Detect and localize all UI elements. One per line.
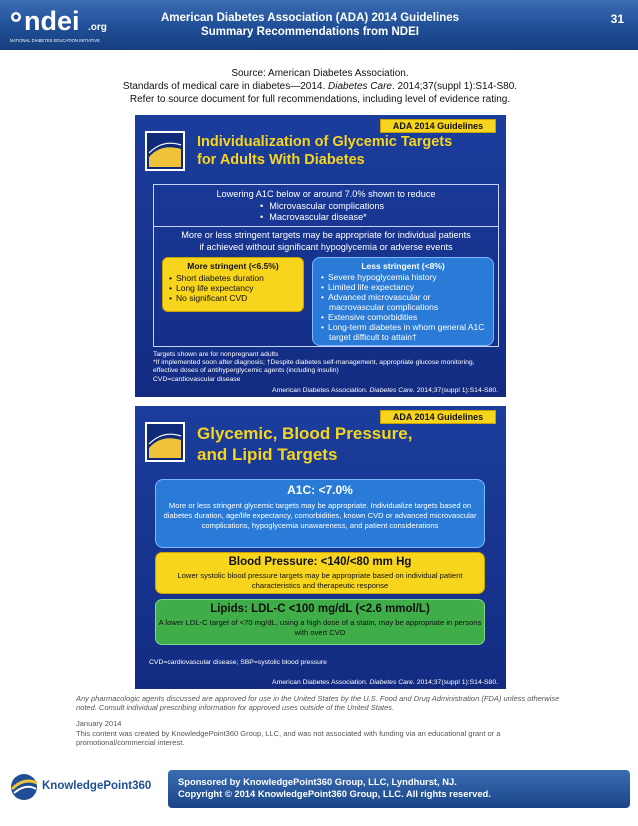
list-item: • Severe hypoglycemia history bbox=[321, 272, 485, 282]
a1c-target-body: More or less stringent glycemic targets may be appropriate. Individualize targets based on diabetes duration, age/life expectancy, comorbidities, known CVD or advanced microvascular complications, hypoglycemia unawareness, and patient considerations bbox=[163, 501, 477, 530]
footnote-line3: CVD=cardiovascular disease bbox=[153, 375, 241, 383]
stringent-note bbox=[154, 230, 498, 253]
ndei-logo-text: ndei bbox=[24, 6, 80, 36]
slide-tag: ADA 2014 Guidelines bbox=[380, 410, 496, 424]
ndei-logo bbox=[8, 4, 118, 46]
list-item: • Extensive comorbidities bbox=[321, 312, 485, 322]
targets-frame bbox=[153, 184, 499, 347]
source-citation bbox=[60, 67, 580, 106]
source-line3: Refer to source document for full recommendations, including level of evidence rating. bbox=[129, 94, 511, 105]
slide-heading-line1: Glycemic, Blood Pressure, bbox=[197, 424, 413, 443]
lower-a1c-list bbox=[260, 201, 498, 224]
stringent-line2: if achieved without significant hypoglycemia or adverse events bbox=[199, 241, 453, 252]
footnote-line2: *If implemented soon after diagnosis; †Despite diabetes self-management, appropriate glucose monitoring, effective doses of antihyperglycemic agents (including insulin) bbox=[153, 359, 475, 375]
page-header bbox=[0, 0, 638, 50]
a1c-target-title: A1C: <7.0% bbox=[287, 483, 353, 497]
slide-heading-line2: for Adults With Diabetes bbox=[197, 152, 365, 168]
list-item: • Long-term diabetes in whom general A1C target difficult to attain† bbox=[321, 322, 485, 342]
source-journal: Diabetes Care bbox=[328, 81, 392, 92]
citation-suffix: 2014;37(suppl 1):S14-S80. bbox=[416, 679, 498, 686]
sponsor-line2: Copyright © 2014 KnowledgePoint360 Group, LLC. All rights reserved. bbox=[178, 788, 491, 799]
slide-glycemic-bp-lipid-targets bbox=[135, 406, 506, 689]
list-item: • No significant CVD bbox=[169, 293, 297, 303]
list-item: • Long life expectancy bbox=[169, 283, 297, 293]
fda-disclaimer: Any pharmacologic agents discussed are approved for use in the United States by the U.S. Food and Drug Administration (FDA) unless otherwise noted. Consult individual prescribing information for approved uses outside of the United States. bbox=[76, 694, 560, 713]
stringent-line1: More or less stringent targets may be appropriate for individual patients bbox=[181, 230, 471, 240]
slide-footnote: CVD=cardiovascular disease; SBP=systolic blood pressure bbox=[149, 659, 327, 666]
list-item: • Advanced microvascular or macrovascular complications bbox=[321, 292, 485, 312]
more-stringent-title: More stringent (<6.5%) bbox=[187, 261, 279, 271]
lipids-target-box bbox=[155, 599, 485, 645]
page-number: 31 bbox=[610, 12, 624, 26]
slide-heading bbox=[197, 133, 497, 169]
more-stringent-list bbox=[169, 273, 297, 303]
ndei-logo-tagline: NATIONAL DIABETES EDUCATION INITIATIVE bbox=[10, 38, 100, 43]
citation-prefix: American Diabetes Association. bbox=[272, 679, 368, 686]
source-line2-prefix: Standards of medical care in diabetes—2014. bbox=[122, 81, 326, 92]
publication-date: January 2014 bbox=[76, 719, 122, 729]
lipids-target-body: A lower LDL-C target of <70 mg/dL, using a high dose of a statin, may be appropriate in persons with overt CVD bbox=[158, 618, 482, 637]
source-line1: Source: American Diabetes Association. bbox=[231, 68, 409, 79]
a1c-target-box bbox=[155, 479, 485, 548]
bp-target-box bbox=[155, 552, 485, 594]
list-item: • Short diabetes duration bbox=[169, 273, 297, 283]
less-stringent-box bbox=[312, 257, 494, 346]
more-stringent-box bbox=[162, 257, 304, 312]
list-item: • Macrovascular disease* bbox=[260, 212, 498, 224]
sponsor-line1: Sponsored by KnowledgePoint360 Group, LLC, Lyndhurst, NJ. bbox=[178, 776, 457, 787]
citation-suffix: 2014;37(suppl 1):S14-S80. bbox=[416, 387, 498, 394]
slide-glycemic-targets bbox=[135, 115, 506, 397]
ada-slide-icon bbox=[145, 131, 185, 171]
slide-citation bbox=[272, 387, 498, 394]
ndei-logo-suffix: .org bbox=[88, 22, 107, 33]
list-item: • Limited life expectancy bbox=[321, 282, 485, 292]
less-stringent-list bbox=[321, 272, 485, 342]
slide-heading-line1: Individualization of Glycemic Targets bbox=[197, 134, 453, 150]
header-title-line1: American Diabetes Association (ADA) 2014 Guidelines bbox=[160, 12, 460, 24]
bp-target-title: Blood Pressure: <140/<80 mm Hg bbox=[228, 556, 412, 568]
bp-target-body: Lower systolic blood pressure targets may be appropriate based on individual patient characteristics and therapeutic response bbox=[177, 571, 463, 590]
lower-a1c-text: Lowering A1C below or around 7.0% shown to reduce bbox=[216, 189, 436, 199]
citation-journal: Diabetes Care. bbox=[369, 679, 415, 686]
funding-statement: This content was created by KnowledgePoint360 Group, LLC, and was not associated with funding via an educational grant or a promotional/commercial interest. bbox=[76, 728, 501, 747]
lower-a1c-statement bbox=[154, 189, 498, 224]
citation-journal: Diabetes Care. bbox=[369, 387, 415, 394]
source-line2-suffix: . 2014;37(suppl 1):S14-S80. bbox=[391, 81, 518, 92]
citation-prefix: American Diabetes Association. bbox=[272, 387, 368, 394]
less-stringent-title: Less stringent (<8%) bbox=[361, 261, 445, 271]
source-line2 bbox=[60, 80, 580, 93]
slide-heading-line2: and Lipid Targets bbox=[197, 445, 338, 464]
divider bbox=[154, 226, 498, 227]
slide-footnote bbox=[153, 351, 499, 384]
list-item: • Microvascular complications bbox=[260, 201, 498, 213]
footnote-line1: Targets shown are for nonpregnant adults bbox=[153, 351, 279, 358]
knowledgepoint360-logo-text: KnowledgePoint360 bbox=[42, 780, 152, 792]
slide-citation bbox=[272, 679, 498, 686]
slide-heading bbox=[197, 423, 497, 465]
disclaimer bbox=[76, 694, 566, 747]
sponsor-banner bbox=[168, 770, 630, 808]
header-title-line2: Summary Recommendations from NDEI bbox=[201, 26, 419, 38]
slide-tag: ADA 2014 Guidelines bbox=[380, 119, 496, 133]
header-title bbox=[130, 11, 490, 39]
ada-slide-icon bbox=[145, 422, 185, 462]
lipids-target-title: Lipids: LDL-C <100 mg/dL (<2.6 mmol/L) bbox=[210, 603, 430, 615]
